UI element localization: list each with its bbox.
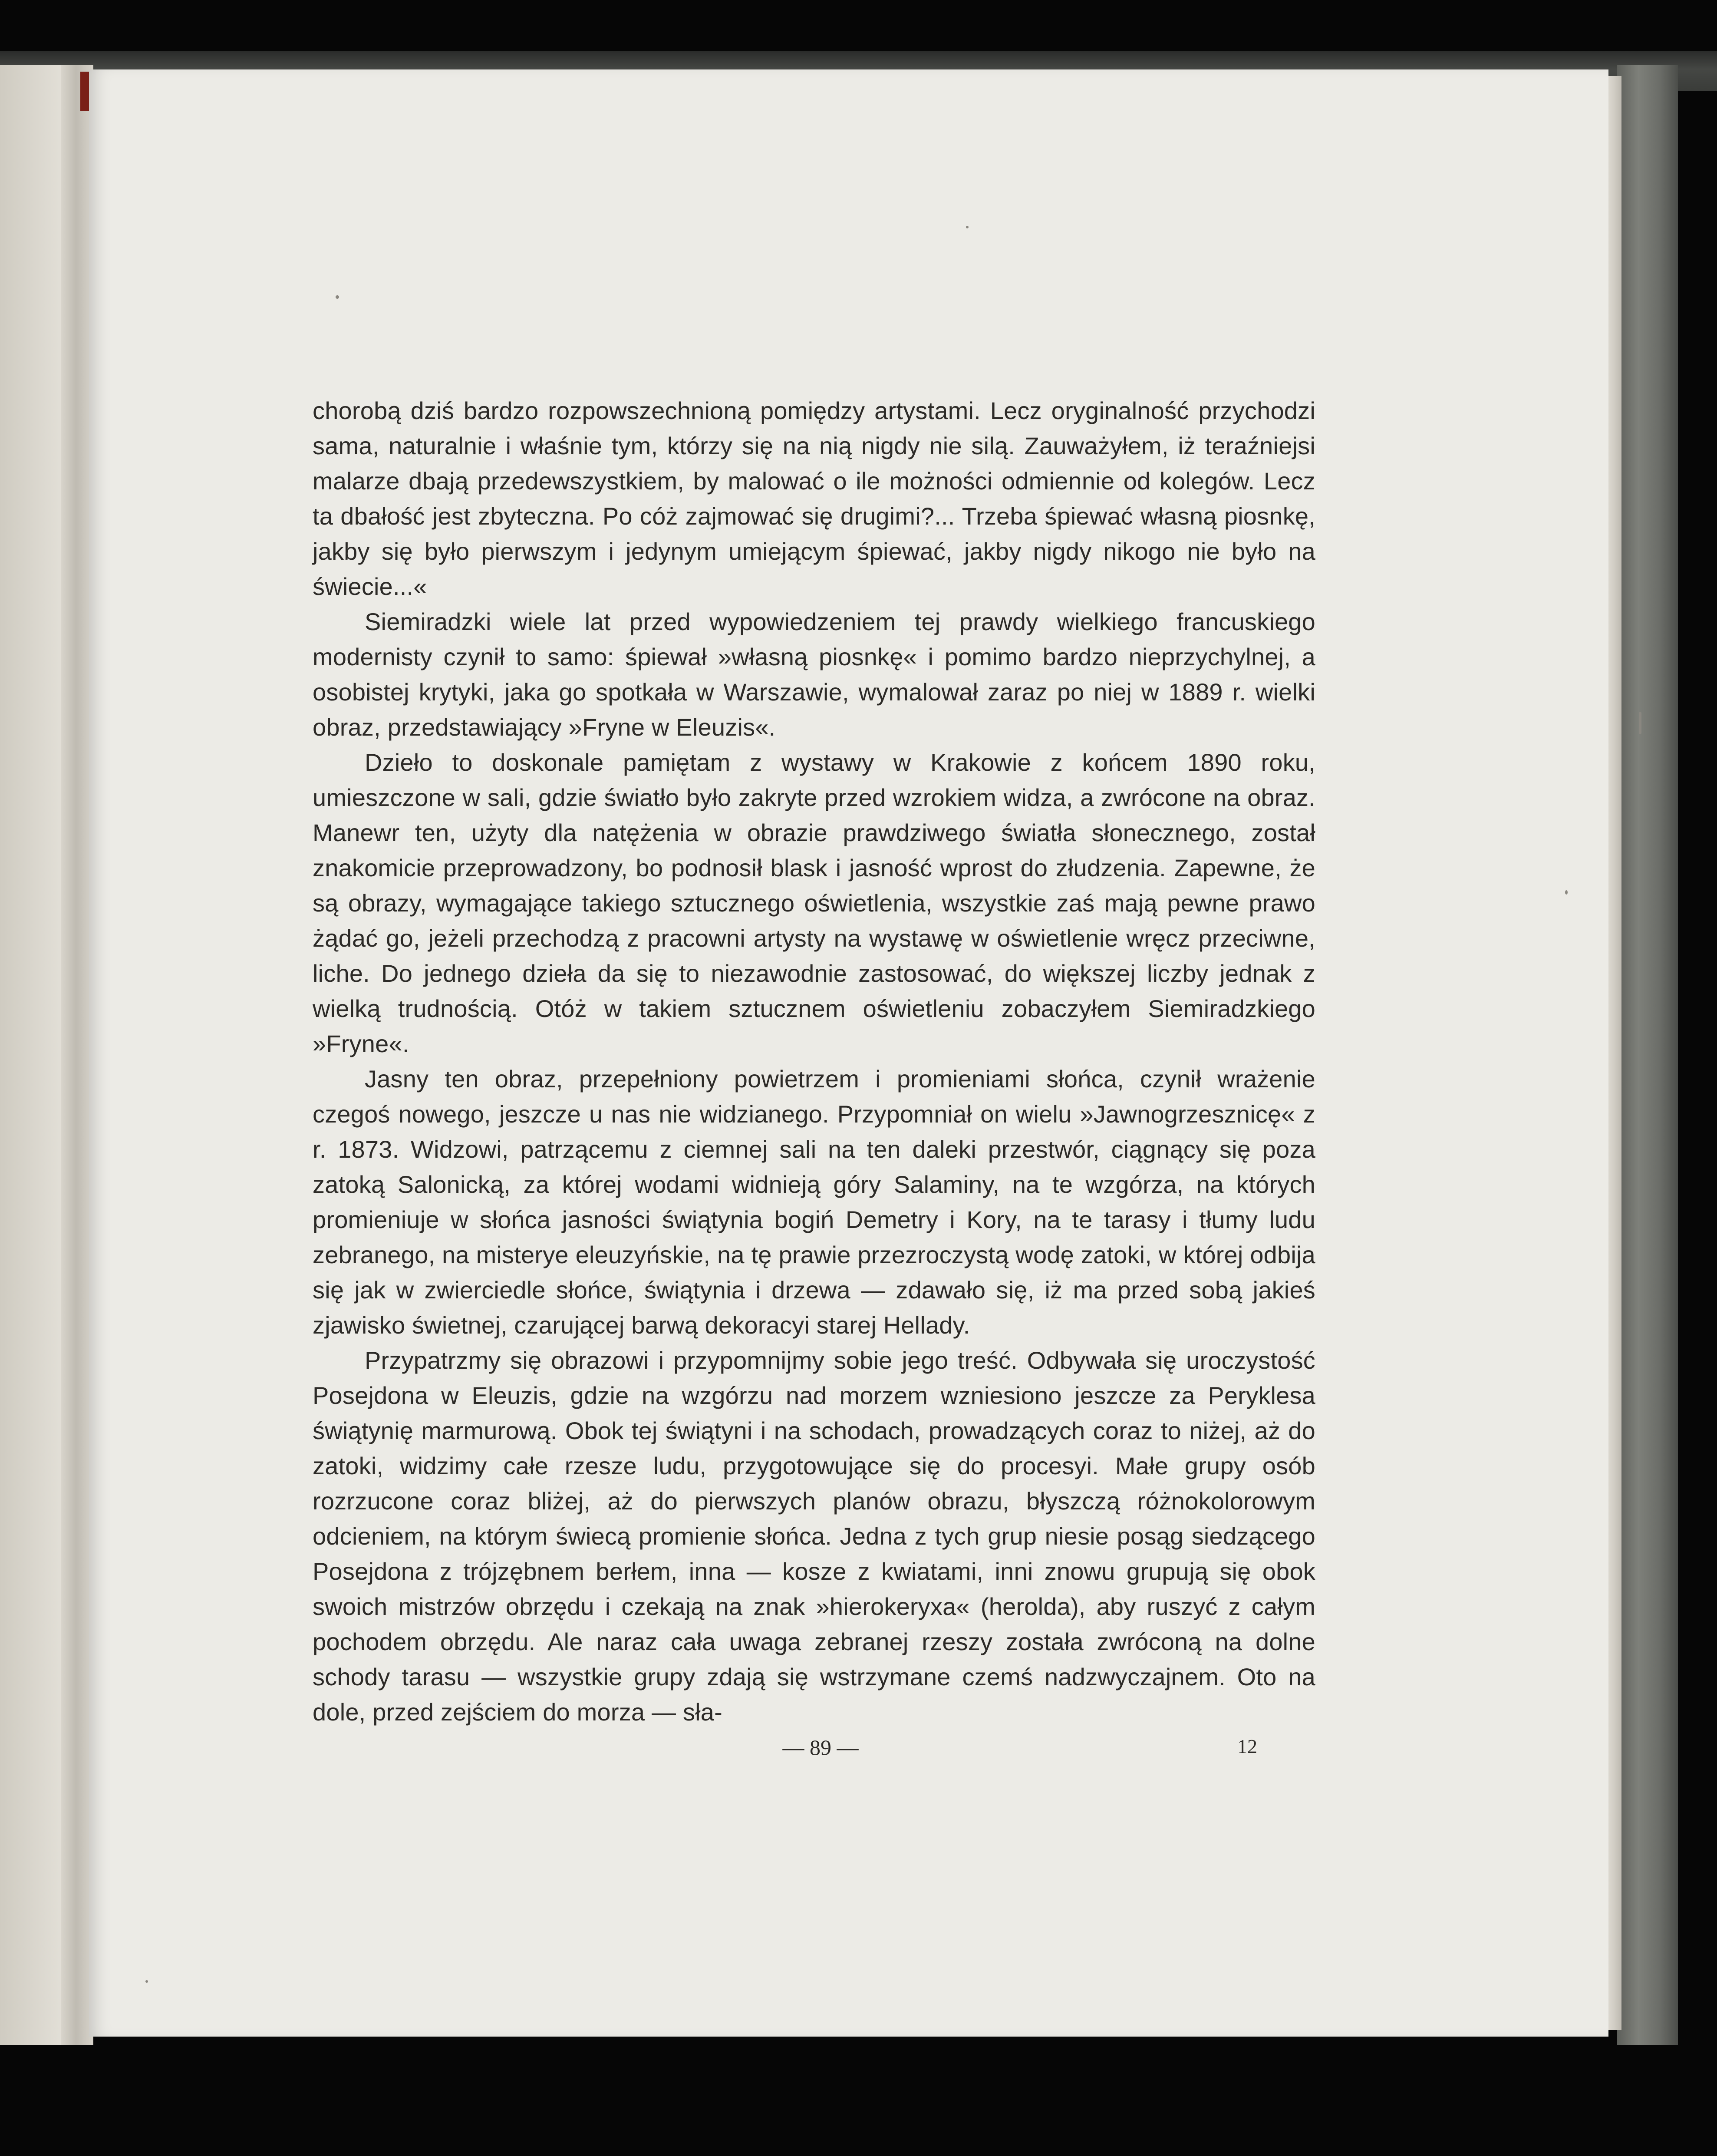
paper-speck bbox=[1639, 712, 1641, 734]
paper-speck bbox=[966, 226, 969, 228]
paper-speck bbox=[145, 1980, 148, 1983]
paragraph: chorobą dziś bardzo rozpowszechnioną pomiędzy artystami. Lecz oryginalność przychodzi sama, naturalnie i właśnie tym, którzy się na nią nigdy nie silą. Zauważyłem, iż teraźniejsi malarze dbają przedewszystkiem, by malować o ile możności odmiennie od kolegów. Lecz ta dbałość jest zbyteczna. Po cóż zajmować się drugimi?... Trzeba śpiewać własną piosnkę, jakby się było pierwszym i jedynym umiejącym śpiewać, jakby nigdy nikogo nie było na świecie...« bbox=[313, 397, 1315, 600]
book-cover-right-edge bbox=[1617, 65, 1678, 2045]
binding-thread bbox=[80, 72, 89, 111]
paragraph: Przypatrzmy się obrazowi i przypomnijmy sobie jego treść. Odbywała się uroczystość Posejdona w Eleuzis, gdzie na wzgórzu nad morzem wzniesiono jeszcze za Peryklesa świątynię marmurową. Obok tej świątyni i na schodach, prowadzących coraz to niżej, aż do zatoki, widzimy całe rzesze ludu, przygotowujące się do procesyi. Małe grupy osób rozrzucone coraz bliżej, aż do pierwszych planów obrazu, błyszczą różnokolorowym odcieniem, na którym świecą promienie słońca. Jedna z tych grup niesie posąg siedzącego Posejdona z trójzębnem berłem, inna — kosze z kwiatami, inni znowu grupują się obok swoich mistrzów obrzędu i czekają na znak »hierokeryxa« (herolda), aby ruszyć z całym pochodem obrzędu. Ale naraz cała uwaga zebranej rzeszy została zwróconą na dolne schody tarasu — wszystkie grupy zdają się wstrzymane czemś nadzwyczajnem. Oto na dole, przed zejściem do morza — sła- bbox=[313, 1347, 1315, 1726]
paragraph: Dzieło to doskonale pamiętam z wystawy w Krakowie z końcem 1890 roku, umieszczone w sali, gdzie światło było zakryte przed wzrokiem widza, a zwrócone na obraz. Manewr ten, użyty dla natężenia w obrazie prawdziwego światła słonecznego, został znakomicie przeprowadzony, bo podnosił blask i jasność wprost do złudzenia. Zapewne, że są obrazy, wymagające takiego sztucznego oświetlenia, wszystkie zaś mają pewne prawo żądać go, jeżeli przechodzą z pracowni artysty na wystawę w oświetlenie wręcz przeciwne, liche. Do jednego dzieła da się to niezawodnie zastosować, do większej liczby jednak z wielką trudnością. Otóż w takiem sztucznem oświetleniu zobaczyłem Siemiradzkiego »Fryne«. bbox=[313, 749, 1315, 1057]
paragraph: Siemiradzki wiele lat przed wypowiedzeniem tej prawdy wielkiego francuskiego modernisty czynił to samo: śpiewał »własną piosnkę« i pomimo bardzo nieprzychylnej, a osobistej krytyki, jaka go spotkała w Warszawie, wymalował zaraz po niej w 1889 r. wielki obraz, przedstawiający »Fryne w Eleuzis«. bbox=[313, 608, 1315, 741]
paper-speck bbox=[1565, 890, 1568, 895]
paper-speck bbox=[336, 295, 339, 299]
body-text bbox=[313, 393, 1315, 1730]
paragraph: Jasny ten obraz, przepełniony powietrzem i promieniami słońca, czynił wrażenie czegoś nowego, jeszcze u nas nie widzianego. Przypomniał on wielu »Jawnogrzesznicę« z r. 1873. Widzowi, patrzącemu z ciemnej sali na ten daleki przestwór, ciągnący się poza zatoką Salonicką, za której wodami widnieją góry Salaminy, na te wzgórza, na których promieniuje w słońca jasności świątynia bogiń Demetry i Kory, na te tarasy i tłumy ludu zebranego, na misterye eleuzyńskie, na tę prawie przezroczystą wodę zatoki, w której odbija się jak w zwierciedle słońce, świątynia i drzewa — zdawało się, iż ma przed sobą jakieś zjawisko świetnej, czarującej barwą dekoracyi starej Hellady. bbox=[313, 1065, 1315, 1339]
signature-mark: 12 bbox=[1237, 1735, 1257, 1757]
page-number: — 89 — bbox=[782, 1735, 859, 1760]
book-gutter bbox=[61, 65, 91, 2045]
